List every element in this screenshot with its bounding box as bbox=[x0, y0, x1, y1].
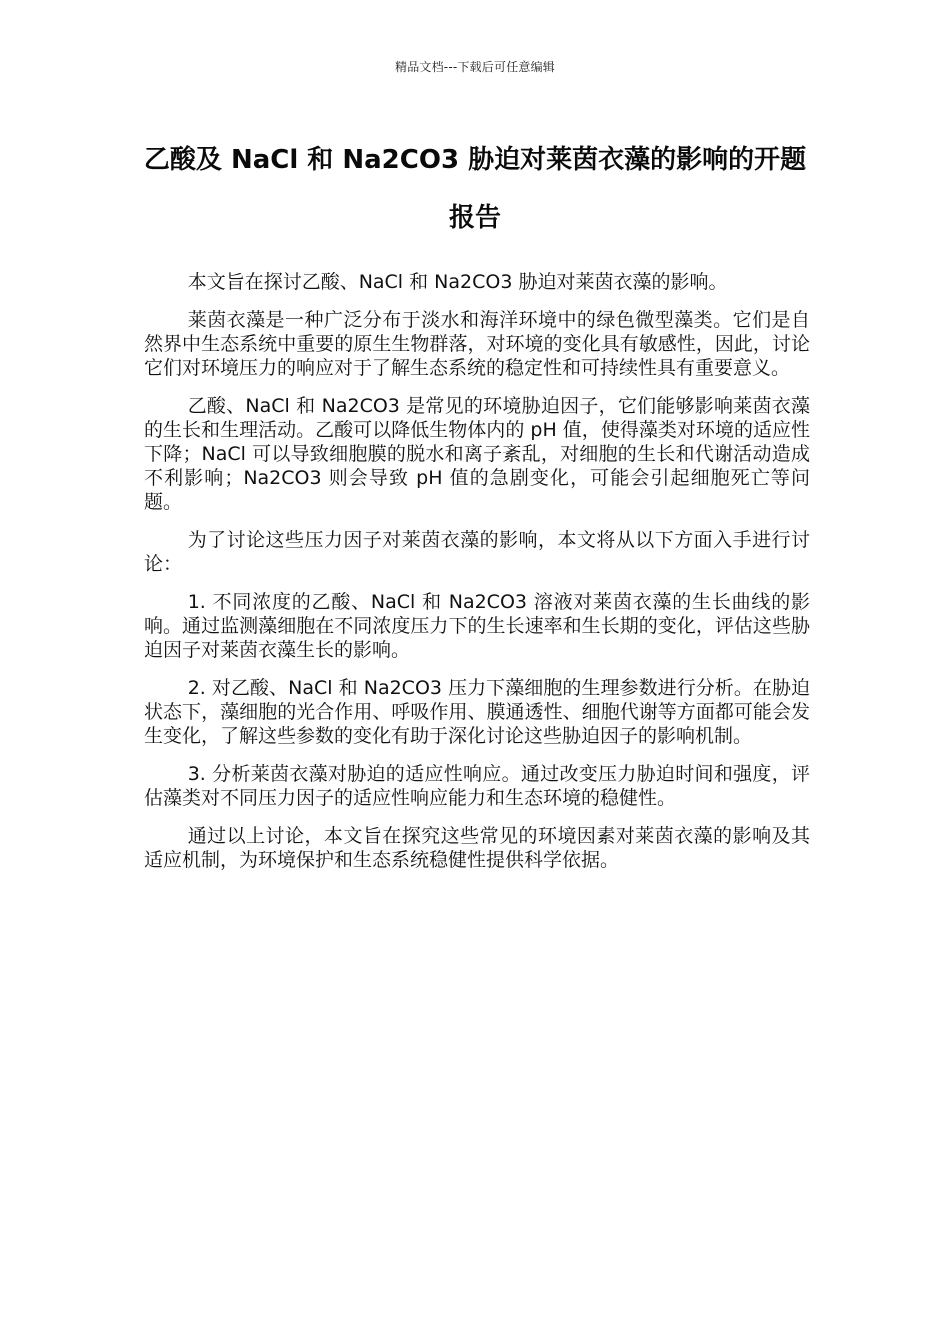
paragraph-item-3: 3. 分析莱茵衣藻对胁迫的适应性响应。通过改变压力胁迫时间和强度，评估藻类对不同压力因子的适应性响应能力和生态环境的稳健性。 bbox=[144, 763, 810, 809]
header-note: 精品文档---下载后可任意编辑 bbox=[395, 60, 555, 74]
paragraph-intro: 本文旨在探讨乙酸、NaCl 和 Na2CO3 胁迫对莱茵衣藻的影响。 bbox=[187, 271, 728, 293]
paragraph-background: 莱茵衣藻是一种广泛分布于淡水和海洋环境中的绿色微型藻类。它们是自然界中生态系统中重要的原生生物群落，对环境的变化具有敏感性，因此，讨论它们对环境压力的响应对于了解生态系统的稳定性和可持续性具有重要意义。 bbox=[144, 309, 810, 379]
paragraph-conclusion: 通过以上讨论，本文旨在探究这些常见的环境因素对莱茵衣藻的影响及其适应机制，为环境保护和生态系统稳健性提供科学依据。 bbox=[144, 825, 810, 871]
paragraph-approach: 为了讨论这些压力因子对莱茵衣藻的影响，本文将从以下方面入手进行讨论： bbox=[144, 529, 810, 575]
document-title: 乙酸及 NaCl 和 Na2CO3 胁迫对莱茵衣藻的影响的开题报告 bbox=[143, 145, 807, 233]
document-body bbox=[144, 270, 810, 886]
paragraph-item-1: 1. 不同浓度的乙酸、NaCl 和 Na2CO3 溶液对莱茵衣藻的生长曲线的影响。通过监测藻细胞在不同浓度压力下的生长速率和生长期的变化，评估这些胁迫因子对莱茵衣藻生长的影响。 bbox=[144, 591, 810, 661]
paragraph-stress-factors: 乙酸、NaCl 和 Na2CO3 是常见的环境胁迫因子，它们能够影响莱茵衣藻的生长和生理活动。乙酸可以降低生物体内的 pH 值，使得藻类对环境的适应性下降；NaCl 可以导致细胞膜的脱水和离子紊乱，对细胞的生长和代谢活动造成不利影响；Na2CO3 则会导致 pH 值的急剧变化，可能会引起细胞死亡等问题。 bbox=[144, 395, 810, 513]
paragraph-item-2: 2. 对乙酸、NaCl 和 Na2CO3 压力下藻细胞的生理参数进行分析。在胁迫状态下，藻细胞的光合作用、呼吸作用、膜通透性、细胞代谢等方面都可能会发生变化，了解这些参数的变化有助于深化讨论这些胁迫因子的影响机制。 bbox=[144, 677, 810, 747]
